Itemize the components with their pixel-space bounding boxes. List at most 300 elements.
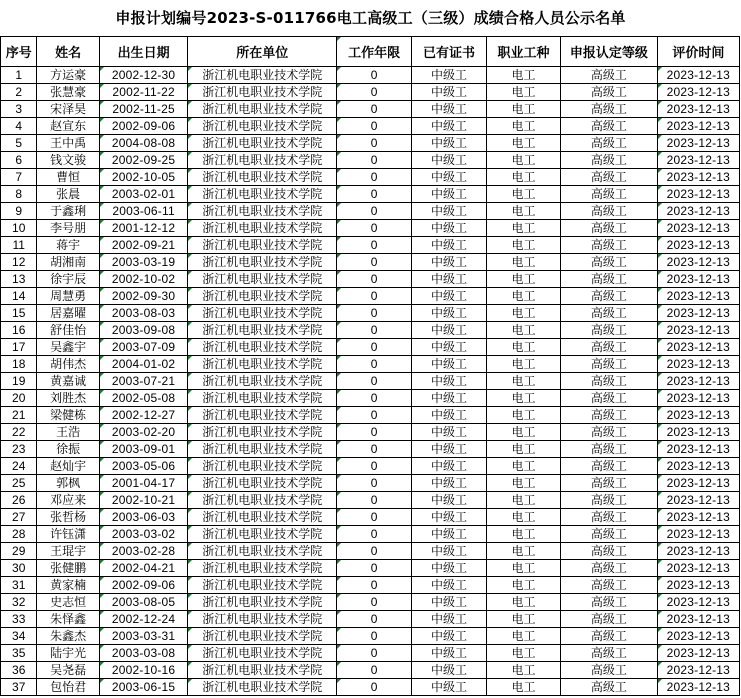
cell-cert: 中级工 (412, 67, 487, 84)
cell-no: 37 (1, 679, 37, 696)
cell-trade: 电工 (487, 254, 561, 271)
cell-cert: 中级工 (412, 679, 487, 696)
cell-date: 2023-12-13 (657, 475, 739, 492)
cell-date: 2023-12-13 (657, 84, 739, 101)
cell-level: 高级工 (560, 441, 657, 458)
cell-years: 0 (337, 458, 412, 475)
cell-name: 李号朋 (37, 220, 99, 237)
cell-years: 0 (337, 254, 412, 271)
cell-unit: 浙江机电职业技术学院 (188, 339, 337, 356)
cell-unit: 浙江机电职业技术学院 (188, 169, 337, 186)
cell-level: 高级工 (560, 390, 657, 407)
cell-dob: 2003-09-01 (99, 441, 187, 458)
cell-trade: 电工 (487, 118, 561, 135)
cell-unit: 浙江机电职业技术学院 (188, 67, 337, 84)
cell-name: 朱鑫杰 (37, 628, 99, 645)
cell-no: 19 (1, 373, 37, 390)
table-row (1, 67, 740, 84)
cell-dob: 2002-11-25 (99, 101, 187, 118)
table-row (1, 628, 740, 645)
cell-cert: 中级工 (412, 186, 487, 203)
table-row (1, 475, 740, 492)
cell-date: 2023-12-13 (657, 424, 739, 441)
cell-unit: 浙江机电职业技术学院 (188, 356, 337, 373)
cell-cert: 中级工 (412, 611, 487, 628)
cell-no: 14 (1, 288, 37, 305)
cell-name: 黄家楠 (37, 577, 99, 594)
cell-cert: 中级工 (412, 628, 487, 645)
cell-dob: 2002-11-22 (99, 84, 187, 101)
cell-trade: 电工 (487, 509, 561, 526)
cell-name: 朱怿鑫 (37, 611, 99, 628)
cell-name: 陆宇光 (37, 645, 99, 662)
table-row (1, 543, 740, 560)
cell-level: 高级工 (560, 118, 657, 135)
cell-cert: 中级工 (412, 254, 487, 271)
cell-unit: 浙江机电职业技术学院 (188, 373, 337, 390)
cell-no: 35 (1, 645, 37, 662)
table-row (1, 577, 740, 594)
cell-dob: 2003-08-05 (99, 594, 187, 611)
table-body (1, 67, 740, 696)
cell-dob: 2003-03-31 (99, 628, 187, 645)
cell-level: 高级工 (560, 679, 657, 696)
cell-years: 0 (337, 645, 412, 662)
cell-name: 徐振 (37, 441, 99, 458)
cell-dob: 2002-12-24 (99, 611, 187, 628)
cell-no: 25 (1, 475, 37, 492)
table-row (1, 101, 740, 118)
cell-unit: 浙江机电职业技术学院 (188, 458, 337, 475)
cell-trade: 电工 (487, 84, 561, 101)
cell-no: 6 (1, 152, 37, 169)
cell-cert: 中级工 (412, 662, 487, 679)
cell-no: 18 (1, 356, 37, 373)
cell-date: 2023-12-13 (657, 186, 739, 203)
cell-dob: 2003-03-08 (99, 645, 187, 662)
cell-name: 居嘉曜 (37, 305, 99, 322)
cell-unit: 浙江机电职业技术学院 (188, 101, 337, 118)
table-row (1, 611, 740, 628)
cell-no: 16 (1, 322, 37, 339)
header-cell-date: 评价时间 (657, 37, 739, 67)
cell-dob: 2002-12-30 (99, 67, 187, 84)
cell-level: 高级工 (560, 203, 657, 220)
table-row (1, 271, 740, 288)
cell-no: 11 (1, 237, 37, 254)
table-row (1, 186, 740, 203)
cell-unit: 浙江机电职业技术学院 (188, 526, 337, 543)
cell-name: 徐宇辰 (37, 271, 99, 288)
cell-unit: 浙江机电职业技术学院 (188, 662, 337, 679)
cell-level: 高级工 (560, 645, 657, 662)
table-row (1, 169, 740, 186)
cell-unit: 浙江机电职业技术学院 (188, 577, 337, 594)
cell-cert: 中级工 (412, 645, 487, 662)
header-cell-name: 姓名 (37, 37, 99, 67)
roster-table (0, 36, 740, 696)
table-row (1, 492, 740, 509)
cell-years: 0 (337, 322, 412, 339)
cell-level: 高级工 (560, 339, 657, 356)
cell-trade: 电工 (487, 271, 561, 288)
cell-trade: 电工 (487, 186, 561, 203)
cell-date: 2023-12-13 (657, 526, 739, 543)
header-cell-years: 工作年限 (337, 37, 412, 67)
header-cell-level: 申报认定等级 (560, 37, 657, 67)
table-row (1, 84, 740, 101)
cell-cert: 中级工 (412, 135, 487, 152)
table-row (1, 458, 740, 475)
cell-unit: 浙江机电职业技术学院 (188, 288, 337, 305)
header-cell-trade: 职业工种 (487, 37, 561, 67)
cell-trade: 电工 (487, 101, 561, 118)
cell-name: 方运豪 (37, 67, 99, 84)
cell-years: 0 (337, 679, 412, 696)
cell-level: 高级工 (560, 186, 657, 203)
cell-cert: 中级工 (412, 305, 487, 322)
cell-trade: 电工 (487, 135, 561, 152)
cell-unit: 浙江机电职业技术学院 (188, 84, 337, 101)
cell-level: 高级工 (560, 84, 657, 101)
cell-date: 2023-12-13 (657, 220, 739, 237)
cell-years: 0 (337, 509, 412, 526)
header-cell-no: 序号 (1, 37, 37, 67)
cell-cert: 中级工 (412, 594, 487, 611)
cell-years: 0 (337, 390, 412, 407)
cell-trade: 电工 (487, 339, 561, 356)
cell-cert: 中级工 (412, 492, 487, 509)
cell-dob: 2003-03-02 (99, 526, 187, 543)
cell-trade: 电工 (487, 152, 561, 169)
table-row (1, 254, 740, 271)
cell-years: 0 (337, 407, 412, 424)
cell-dob: 2002-09-06 (99, 118, 187, 135)
cell-no: 34 (1, 628, 37, 645)
table-row (1, 288, 740, 305)
cell-trade: 电工 (487, 475, 561, 492)
cell-years: 0 (337, 288, 412, 305)
cell-date: 2023-12-13 (657, 611, 739, 628)
cell-years: 0 (337, 560, 412, 577)
cell-unit: 浙江机电职业技术学院 (188, 560, 337, 577)
table-row (1, 509, 740, 526)
cell-dob: 2002-10-16 (99, 662, 187, 679)
cell-level: 高级工 (560, 288, 657, 305)
cell-trade: 电工 (487, 220, 561, 237)
cell-no: 12 (1, 254, 37, 271)
cell-dob: 2003-06-11 (99, 203, 187, 220)
cell-cert: 中级工 (412, 560, 487, 577)
cell-dob: 2002-12-27 (99, 407, 187, 424)
cell-level: 高级工 (560, 560, 657, 577)
cell-no: 2 (1, 84, 37, 101)
cell-years: 0 (337, 424, 412, 441)
cell-trade: 电工 (487, 169, 561, 186)
cell-cert: 中级工 (412, 577, 487, 594)
cell-dob: 2004-01-02 (99, 356, 187, 373)
cell-date: 2023-12-13 (657, 594, 739, 611)
cell-no: 3 (1, 101, 37, 118)
table-row (1, 373, 740, 390)
cell-date: 2023-12-13 (657, 509, 739, 526)
cell-dob: 2004-08-08 (99, 135, 187, 152)
table-row (1, 560, 740, 577)
cell-unit: 浙江机电职业技术学院 (188, 492, 337, 509)
cell-name: 张哲杨 (37, 509, 99, 526)
cell-trade: 电工 (487, 628, 561, 645)
cell-level: 高级工 (560, 67, 657, 84)
cell-years: 0 (337, 492, 412, 509)
cell-cert: 中级工 (412, 220, 487, 237)
cell-trade: 电工 (487, 611, 561, 628)
cell-cert: 中级工 (412, 152, 487, 169)
cell-date: 2023-12-13 (657, 118, 739, 135)
cell-level: 高级工 (560, 407, 657, 424)
cell-no: 28 (1, 526, 37, 543)
cell-cert: 中级工 (412, 441, 487, 458)
cell-level: 高级工 (560, 373, 657, 390)
cell-date: 2023-12-13 (657, 135, 739, 152)
cell-cert: 中级工 (412, 339, 487, 356)
cell-trade: 电工 (487, 356, 561, 373)
cell-dob: 2003-05-06 (99, 458, 187, 475)
cell-years: 0 (337, 339, 412, 356)
cell-name: 蒋宇 (37, 237, 99, 254)
header-cell-dob: 出生日期 (99, 37, 187, 67)
cell-dob: 2003-03-19 (99, 254, 187, 271)
cell-years: 0 (337, 373, 412, 390)
table-row (1, 407, 740, 424)
cell-unit: 浙江机电职业技术学院 (188, 203, 337, 220)
cell-name: 王浩 (37, 424, 99, 441)
cell-unit: 浙江机电职业技术学院 (188, 390, 337, 407)
cell-date: 2023-12-13 (657, 271, 739, 288)
cell-cert: 中级工 (412, 407, 487, 424)
cell-years: 0 (337, 356, 412, 373)
cell-level: 高级工 (560, 135, 657, 152)
cell-trade: 电工 (487, 577, 561, 594)
cell-cert: 中级工 (412, 237, 487, 254)
table-row (1, 203, 740, 220)
cell-name: 赵灿宇 (37, 458, 99, 475)
table-row (1, 594, 740, 611)
cell-years: 0 (337, 67, 412, 84)
cell-years: 0 (337, 169, 412, 186)
table-row (1, 662, 740, 679)
header-cell-unit: 所在单位 (188, 37, 337, 67)
cell-years: 0 (337, 152, 412, 169)
cell-level: 高级工 (560, 322, 657, 339)
table-row (1, 322, 740, 339)
cell-unit: 浙江机电职业技术学院 (188, 305, 337, 322)
cell-cert: 中级工 (412, 203, 487, 220)
cell-dob: 2003-06-03 (99, 509, 187, 526)
cell-name: 许钰潇 (37, 526, 99, 543)
cell-dob: 2002-04-21 (99, 560, 187, 577)
cell-no: 22 (1, 424, 37, 441)
cell-name: 张健鹏 (37, 560, 99, 577)
cell-unit: 浙江机电职业技术学院 (188, 152, 337, 169)
cell-years: 0 (337, 237, 412, 254)
cell-dob: 2002-10-05 (99, 169, 187, 186)
cell-dob: 2002-09-30 (99, 288, 187, 305)
cell-name: 吴尧磊 (37, 662, 99, 679)
cell-cert: 中级工 (412, 322, 487, 339)
table-row (1, 424, 740, 441)
cell-unit: 浙江机电职业技术学院 (188, 237, 337, 254)
cell-date: 2023-12-13 (657, 203, 739, 220)
cell-cert: 中级工 (412, 543, 487, 560)
cell-name: 张慧豪 (37, 84, 99, 101)
cell-date: 2023-12-13 (657, 390, 739, 407)
cell-name: 舒佳怡 (37, 322, 99, 339)
cell-level: 高级工 (560, 543, 657, 560)
table-row (1, 339, 740, 356)
cell-no: 26 (1, 492, 37, 509)
cell-dob: 2003-02-20 (99, 424, 187, 441)
cell-level: 高级工 (560, 169, 657, 186)
cell-date: 2023-12-13 (657, 67, 739, 84)
cell-date: 2023-12-13 (657, 322, 739, 339)
header-cell-cert: 已有证书 (412, 37, 487, 67)
cell-years: 0 (337, 220, 412, 237)
cell-date: 2023-12-13 (657, 339, 739, 356)
cell-trade: 电工 (487, 560, 561, 577)
cell-unit: 浙江机电职业技术学院 (188, 509, 337, 526)
cell-unit: 浙江机电职业技术学院 (188, 441, 337, 458)
cell-years: 0 (337, 118, 412, 135)
cell-cert: 中级工 (412, 356, 487, 373)
cell-date: 2023-12-13 (657, 305, 739, 322)
cell-years: 0 (337, 271, 412, 288)
cell-dob: 2003-08-03 (99, 305, 187, 322)
cell-trade: 电工 (487, 305, 561, 322)
cell-no: 31 (1, 577, 37, 594)
cell-dob: 2002-10-21 (99, 492, 187, 509)
cell-cert: 中级工 (412, 390, 487, 407)
cell-cert: 中级工 (412, 526, 487, 543)
cell-unit: 浙江机电职业技术学院 (188, 407, 337, 424)
table-row (1, 645, 740, 662)
cell-level: 高级工 (560, 458, 657, 475)
table-row (1, 526, 740, 543)
cell-date: 2023-12-13 (657, 407, 739, 424)
cell-name: 包怡君 (37, 679, 99, 696)
cell-unit: 浙江机电职业技术学院 (188, 118, 337, 135)
cell-name: 宋泽昊 (37, 101, 99, 118)
table-row (1, 152, 740, 169)
cell-trade: 电工 (487, 441, 561, 458)
cell-dob: 2003-09-08 (99, 322, 187, 339)
cell-name: 王琨宇 (37, 543, 99, 560)
cell-date: 2023-12-13 (657, 441, 739, 458)
cell-level: 高级工 (560, 220, 657, 237)
cell-name: 邓应来 (37, 492, 99, 509)
cell-years: 0 (337, 662, 412, 679)
cell-level: 高级工 (560, 628, 657, 645)
cell-trade: 电工 (487, 390, 561, 407)
cell-unit: 浙江机电职业技术学院 (188, 254, 337, 271)
cell-unit: 浙江机电职业技术学院 (188, 543, 337, 560)
cell-trade: 电工 (487, 526, 561, 543)
cell-no: 13 (1, 271, 37, 288)
cell-date: 2023-12-13 (657, 254, 739, 271)
cell-no: 36 (1, 662, 37, 679)
cell-date: 2023-12-13 (657, 373, 739, 390)
cell-trade: 电工 (487, 373, 561, 390)
cell-level: 高级工 (560, 424, 657, 441)
cell-no: 21 (1, 407, 37, 424)
cell-trade: 电工 (487, 458, 561, 475)
cell-date: 2023-12-13 (657, 560, 739, 577)
table-row (1, 441, 740, 458)
cell-dob: 2003-02-01 (99, 186, 187, 203)
cell-unit: 浙江机电职业技术学院 (188, 594, 337, 611)
cell-level: 高级工 (560, 611, 657, 628)
cell-years: 0 (337, 186, 412, 203)
cell-no: 15 (1, 305, 37, 322)
cell-name: 于鑫琍 (37, 203, 99, 220)
cell-cert: 中级工 (412, 458, 487, 475)
cell-trade: 电工 (487, 679, 561, 696)
cell-date: 2023-12-13 (657, 237, 739, 254)
cell-no: 1 (1, 67, 37, 84)
table-row (1, 390, 740, 407)
cell-trade: 电工 (487, 645, 561, 662)
cell-trade: 电工 (487, 543, 561, 560)
cell-unit: 浙江机电职业技术学院 (188, 628, 337, 645)
cell-date: 2023-12-13 (657, 152, 739, 169)
cell-date: 2023-12-13 (657, 458, 739, 475)
cell-date: 2023-12-13 (657, 543, 739, 560)
cell-years: 0 (337, 611, 412, 628)
cell-years: 0 (337, 475, 412, 492)
cell-no: 20 (1, 390, 37, 407)
table-row (1, 237, 740, 254)
cell-trade: 电工 (487, 407, 561, 424)
cell-cert: 中级工 (412, 84, 487, 101)
cell-date: 2023-12-13 (657, 679, 739, 696)
cell-unit: 浙江机电职业技术学院 (188, 475, 337, 492)
cell-date: 2023-12-13 (657, 645, 739, 662)
cell-years: 0 (337, 577, 412, 594)
cell-dob: 2002-05-08 (99, 390, 187, 407)
cell-name: 胡伟杰 (37, 356, 99, 373)
cell-trade: 电工 (487, 662, 561, 679)
table-row (1, 679, 740, 696)
cell-no: 5 (1, 135, 37, 152)
cell-dob: 2002-09-21 (99, 237, 187, 254)
cell-date: 2023-12-13 (657, 492, 739, 509)
sheet-title: 申报计划编号2023-S-011766电工高级工（三级）成绩合格人员公示名单 (115, 9, 626, 27)
cell-level: 高级工 (560, 662, 657, 679)
cell-trade: 电工 (487, 203, 561, 220)
cell-name: 胡湘南 (37, 254, 99, 271)
cell-level: 高级工 (560, 577, 657, 594)
cell-years: 0 (337, 84, 412, 101)
cell-unit: 浙江机电职业技术学院 (188, 220, 337, 237)
cell-years: 0 (337, 101, 412, 118)
cell-no: 33 (1, 611, 37, 628)
cell-dob: 2002-10-02 (99, 271, 187, 288)
cell-date: 2023-12-13 (657, 662, 739, 679)
cell-dob: 2001-12-12 (99, 220, 187, 237)
cell-no: 27 (1, 509, 37, 526)
table-row (1, 220, 740, 237)
cell-dob: 2002-09-06 (99, 577, 187, 594)
cell-years: 0 (337, 594, 412, 611)
